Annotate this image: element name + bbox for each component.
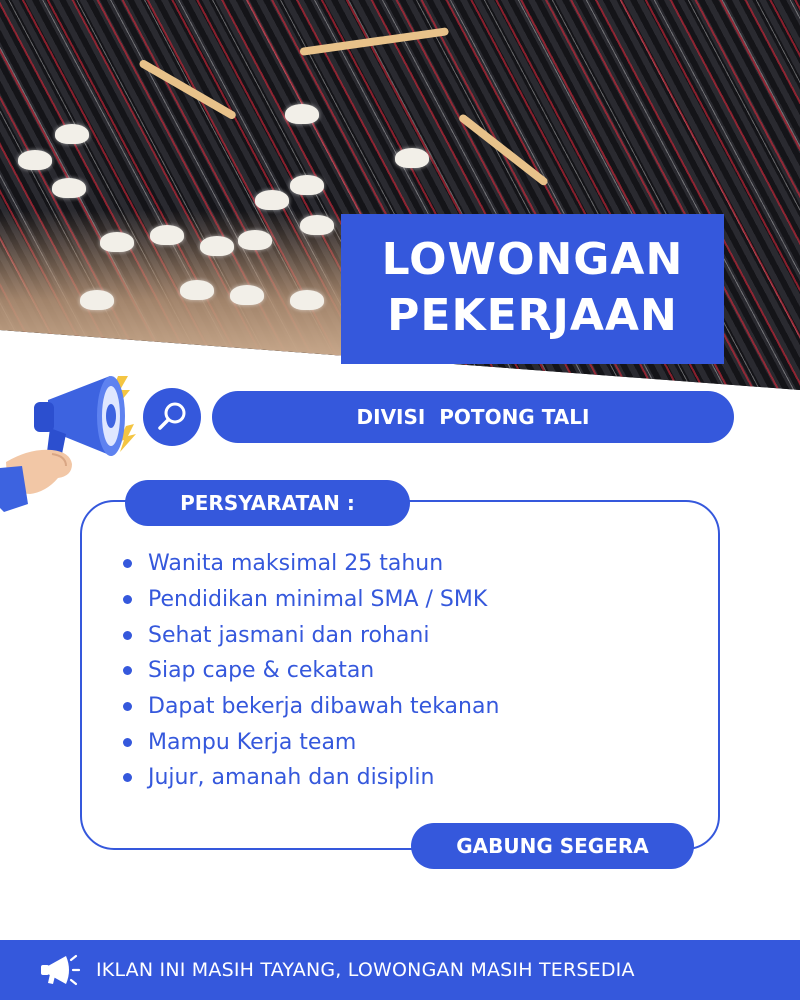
rubber-band	[138, 59, 237, 121]
division-label: DIVISI POTONG TALI	[212, 391, 734, 443]
bullet-icon	[123, 773, 132, 782]
join-now-button[interactable]: GABUNG SEGERA	[411, 823, 694, 869]
list-item	[123, 653, 499, 689]
rope-tassel	[52, 178, 86, 198]
bullet-icon	[123, 595, 132, 604]
rope-tassel	[290, 290, 324, 310]
rope-tassel	[180, 280, 214, 300]
bullet-icon	[123, 666, 132, 675]
rope-tassel	[230, 285, 264, 305]
rope-tassel	[100, 232, 134, 252]
list-item	[123, 760, 499, 796]
rope-tassel	[18, 150, 52, 170]
list-item	[123, 724, 499, 760]
availability-notice: IKLAN INI MASIH TAYANG, LOWONGAN MASIH TERSEDIA	[96, 959, 635, 981]
rope-tassel	[200, 236, 234, 256]
requirement-text: Mampu Kerja team	[148, 729, 357, 755]
bullet-icon	[123, 702, 132, 711]
requirement-text: Dapat bekerja dibawah tekanan	[148, 694, 500, 720]
requirement-text: Jujur, amanah dan disiplin	[148, 765, 435, 791]
requirement-text: Pendidikan minimal SMA / SMK	[148, 587, 488, 613]
list-item	[123, 689, 499, 725]
footer-bar	[0, 940, 800, 1000]
search-icon	[155, 400, 189, 434]
title-line-2: PEKERJAAN	[387, 290, 678, 341]
list-item	[123, 582, 499, 618]
requirement-text: Siap cape & cekatan	[148, 658, 375, 684]
rope-tassel	[80, 290, 114, 310]
megaphone-icon	[0, 368, 145, 518]
rope-tassel	[285, 104, 319, 124]
bullet-icon	[123, 559, 132, 568]
rope-tassel	[55, 124, 89, 144]
rope-tassel	[238, 230, 272, 250]
megaphone-icon	[36, 950, 82, 990]
requirements-heading: PERSYARATAN :	[125, 480, 410, 526]
requirements-list	[123, 546, 499, 796]
rubber-band	[299, 27, 449, 56]
list-item	[123, 546, 499, 582]
search-badge	[143, 388, 201, 446]
bullet-icon	[123, 631, 132, 640]
rope-tassel	[300, 215, 334, 235]
bullet-icon	[123, 738, 132, 747]
list-item	[123, 617, 499, 653]
rope-tassel	[150, 225, 184, 245]
rubber-band	[458, 113, 550, 187]
requirement-text: Wanita maksimal 25 tahun	[148, 551, 444, 577]
rope-tassel	[255, 190, 289, 210]
rope-tassel	[395, 148, 429, 168]
rope-tassel	[290, 175, 324, 195]
title-line-1: LOWONGAN	[381, 234, 684, 285]
job-vacancy-title	[341, 214, 724, 364]
requirement-text: Sehat jasmani dan rohani	[148, 622, 430, 648]
